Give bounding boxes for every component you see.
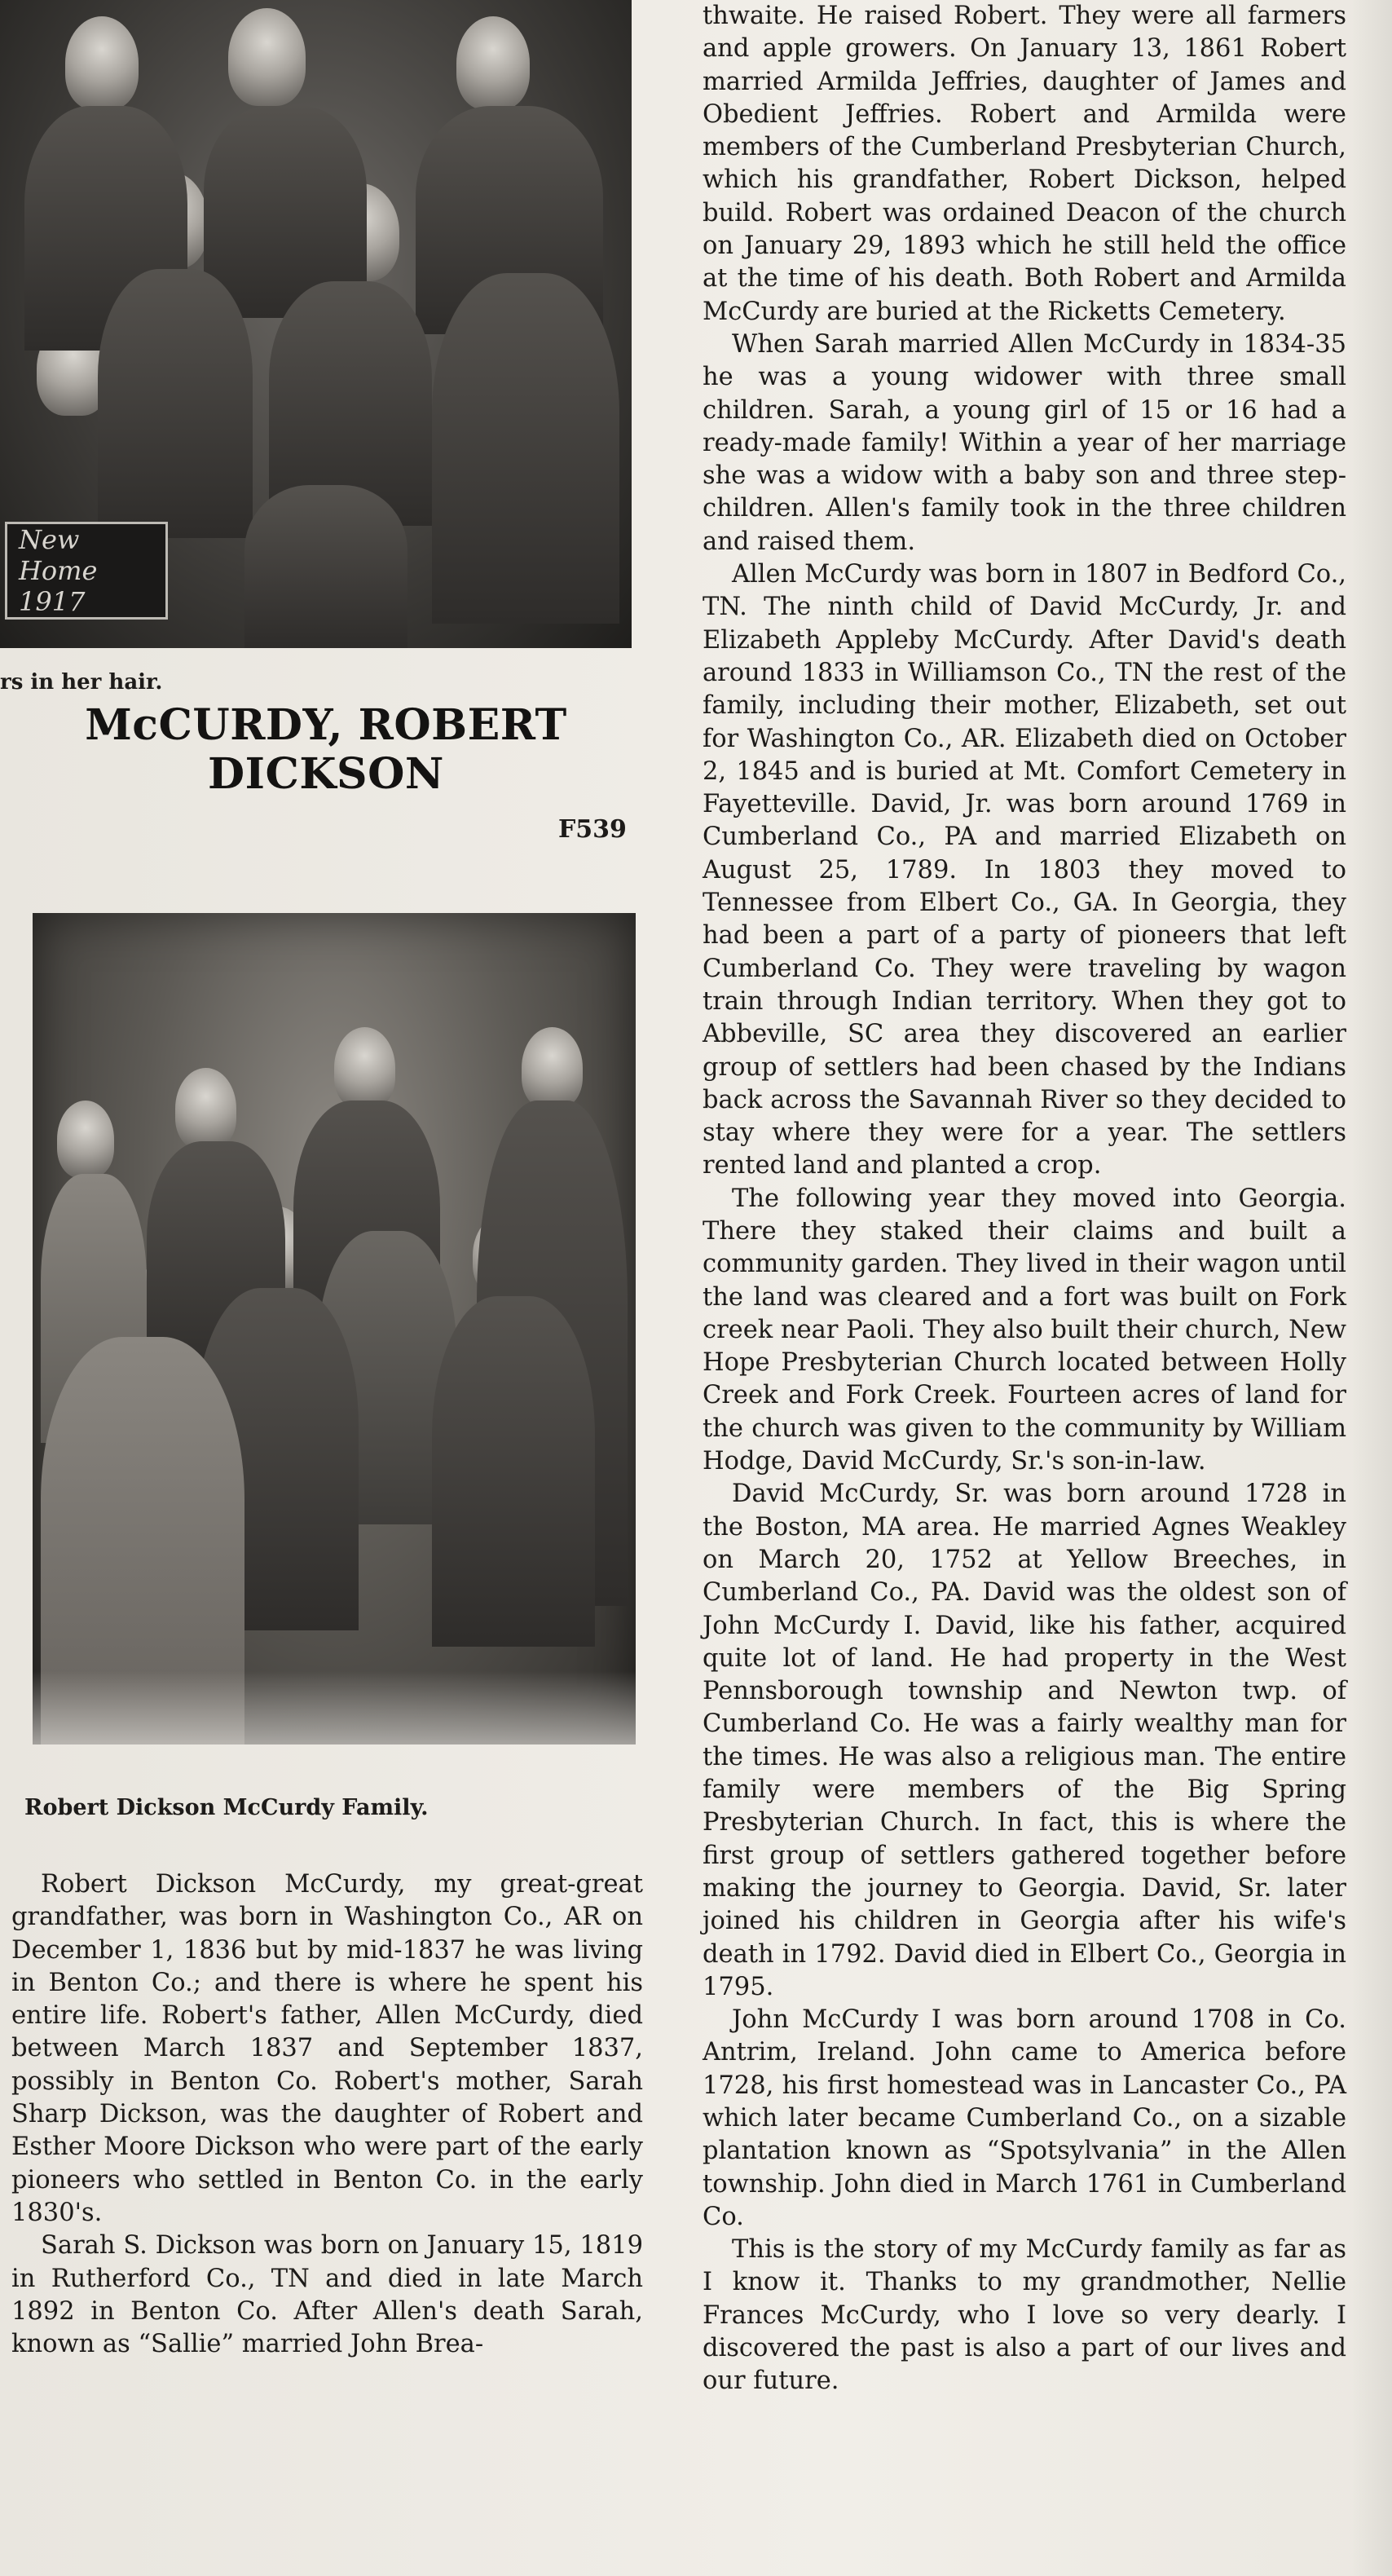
paragraph: The following year they moved into Georgia. There they staked their claims and built a community garden. They lived in their wagon until the land was cleared and a fort was built on Fork creek near Paoli. They also built their church, New Hope Presbyterian Church located between Holly Creek and Fork Creek. Fourteen acres of land for the church was given to the community by William Hodge, David McCurdy, Sr.'s son-in-law. (703, 1184, 1346, 1476)
slate-line: New Home (19, 524, 98, 586)
left-column (11, 1868, 643, 2361)
paragraph: John McCurdy I was born around 1708 in Co. Antrim, Ireland. John came to America before 1728, his first homestead was in Lancaster Co., PA which later became Cumberland Co., on a sizable plantation known as “Spotsylvania” in the Allen township. John died in March 1761 in Cumberland Co. (703, 2005, 1346, 2231)
slate-line: 1917 (19, 586, 86, 617)
paragraph: Allen McCurdy was born in 1807 in Bedford Co., TN. The ninth child of David McCurdy, Jr. and Elizabeth Appleby McCurdy. After David's death around 1833 in Williamson Co., TN the rest of the family, including their mother, Elizabeth, set out for Washington Co., AR. Elizabeth died on October 2, 1845 and is buried at Mt. Comfort Cemetery in Fayetteville. David, Jr. was born around 1769 in Cumberland Co., PA and married Elizabeth on August 25, 1789. In 1803 they moved to Tennessee from Elbert Co., GA. In Georgia, they had been a part of a party of pioneers that left Cumberland Co. They were traveling by wagon train through Indian territory. When they got to Abbeville, SC area they discovered an earlier group of settlers had been chased by the Indians back across the Savannah River so they decided to stay where they were for a year. The settlers rented land and planted a crop. (703, 560, 1346, 1180)
photo-slate-plate (5, 522, 168, 620)
photo-figure (65, 16, 139, 110)
paragraph: When Sarah married Allen McCurdy in 1834-35 he was a young widower with three small children. Sarah, a young girl of 15 or 16 had a ready-made family! Within a year of her marriage she was a widow with a baby son and three step-children. Allen's family took in the three children and raised them. (703, 329, 1346, 556)
photo-figure-body (432, 1296, 595, 1647)
photo-figure (334, 1027, 395, 1109)
paragraph: David McCurdy, Sr. was born around 1728 in the Boston, MA area. He married Agnes Weakley on March 20, 1752 at Yellow Breeches, in Cumberland Co., PA. David was the oldest son of John McCurdy I. David, like his father, acquired quite lot of land. He had property in the West Pennsborough township and Newton twp. of Cumberland Co. He was a fairly wealthy man for the times. He was also a religious man. The entire family were members of the Big Spring Presbyterian Church. In fact, this is where the first group of settlers gathered together before making the journey to Georgia. David, Sr. later joined his children in Georgia after his wife's death in 1792. David died in Elbert Co., Georgia in 1795. (703, 1480, 1346, 2001)
page-shadow (1351, 0, 1392, 2576)
photo-figure-body (98, 269, 253, 538)
paragraph: This is the story of my McCurdy family as far as I know it. Thanks to my grandmother, Nellie Frances McCurdy, who I love so very dearly. I discovered the past is also a part of our lives and our future. (703, 2235, 1346, 2396)
photo-figure (228, 8, 306, 106)
school-photo (0, 0, 632, 648)
paragraph: Sarah S. Dickson was born on January 15, 1819 in Rutherford Co., TN and died in late March 1892 in Benton Co. After Allen's death Sarah, known as “Sallie” married John Brea- (11, 2231, 643, 2359)
photo-figure (57, 1101, 114, 1178)
title-line: DICKSON (208, 748, 444, 799)
right-column (703, 0, 1346, 2398)
article-title (65, 701, 587, 799)
photo-figure-body (41, 1337, 244, 1745)
photo-figure (175, 1068, 236, 1149)
photo-figure (522, 1027, 583, 1109)
family-photo (33, 913, 636, 1745)
photo-figure-body (244, 485, 407, 648)
photo-figure (456, 16, 530, 110)
photo-figure-body (432, 273, 619, 624)
photo-caption: Robert Dickson McCurdy Family. (24, 1795, 429, 1820)
article-code: F539 (558, 815, 627, 844)
paragraph-continuation: thwaite. He raised Robert. They were all farmers and apple growers. On January 13, 1861 Robert married Armilda Jeffries, daughter of James and Obedient Jeffries. Robert and Armilda were members of the Cumberland Presbyterian Church, which his grandfather, Robert Dickson, helped build. Robert was ordained Deacon of the church on January 29, 1893 which he still held the office at the time of his death. Both Robert and Armilda McCurdy are buried at the Ricketts Cemetery. (703, 2, 1346, 326)
paragraph: Robert Dickson McCurdy, my great-great grandfather, was born in Washington Co., AR on December 1, 1836 but by mid-1837 he was living in Benton Co.; and there is where he spent his entire life. Robert's father, Allen McCurdy, died between March 1837 and September 1837, possibly in Benton Co. Robert's mother, Sarah Sharp Dickson, was the daughter of Robert and Esther Moore Dickson who were part of the early pioneers who settled in Benton Co. in the early 1830's. (11, 1870, 643, 2227)
previous-caption-fragment: rs in her hair. (0, 670, 163, 695)
title-line: McCURDY, ROBERT (85, 700, 567, 750)
